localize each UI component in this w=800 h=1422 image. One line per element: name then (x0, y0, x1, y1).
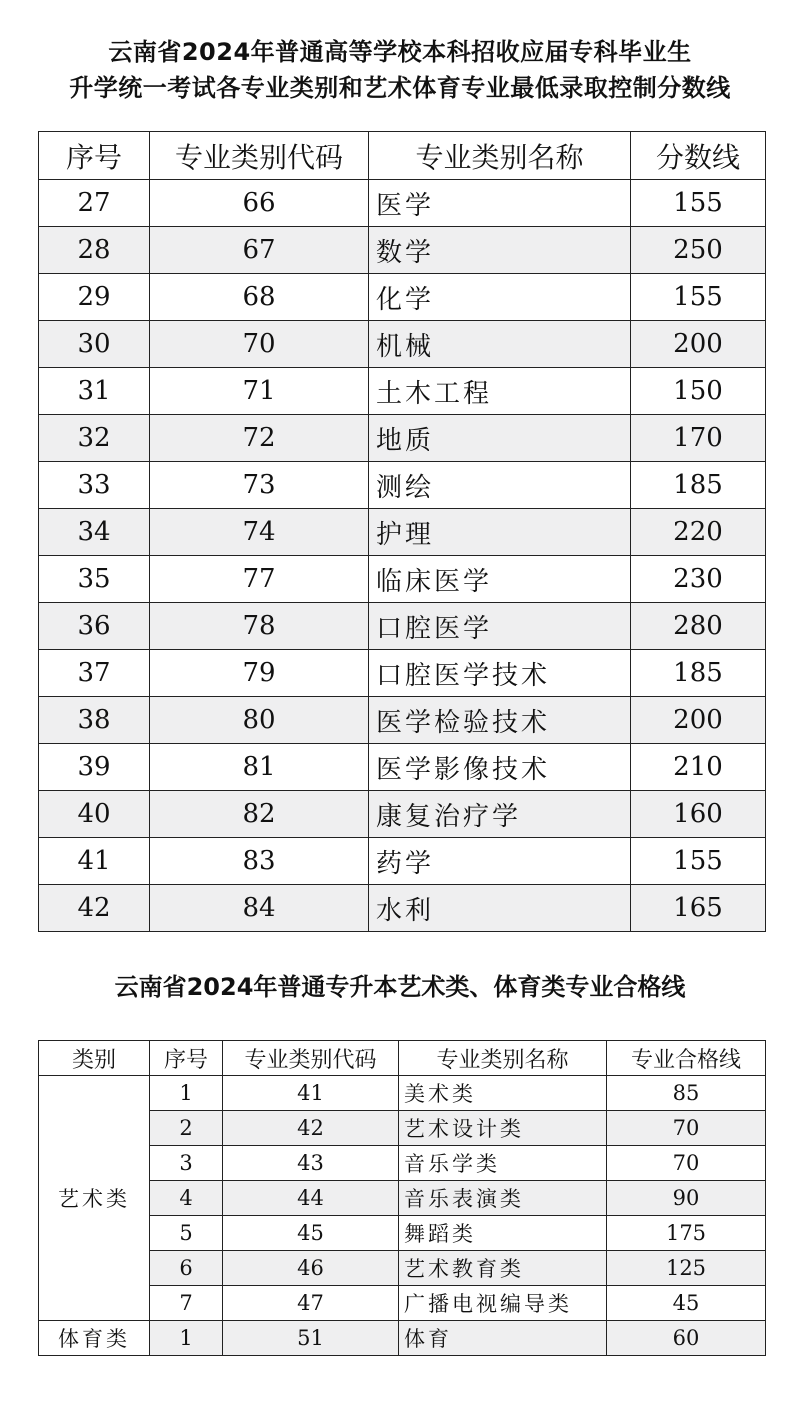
table-row (39, 697, 766, 744)
category-cell: 艺术类 (39, 1076, 150, 1321)
table-row (39, 180, 766, 227)
name-cell: 体育 (399, 1321, 607, 1356)
serial-cell: 31 (39, 368, 150, 415)
header-score: 分数线 (631, 132, 766, 180)
table-row (39, 368, 766, 415)
name-cell: 舞蹈类 (399, 1216, 607, 1251)
name-cell: 口腔医学 (369, 603, 631, 650)
name-cell: 化学 (369, 274, 631, 321)
serial-cell: 29 (39, 274, 150, 321)
name-cell: 医学检验技术 (369, 697, 631, 744)
code-cell: 66 (150, 180, 369, 227)
category-cell: 体育类 (39, 1321, 150, 1356)
serial-cell: 27 (39, 180, 150, 227)
pass-line-cell: 175 (607, 1216, 766, 1251)
name-cell: 地质 (369, 415, 631, 462)
arts-table-header (39, 1041, 766, 1076)
code-cell: 80 (150, 697, 369, 744)
header-code: 专业类别代码 (150, 132, 369, 180)
pass-line-cell: 85 (607, 1076, 766, 1111)
name-cell: 护理 (369, 509, 631, 556)
name-cell: 音乐表演类 (399, 1181, 607, 1216)
name-cell: 机械 (369, 321, 631, 368)
name-cell: 数学 (369, 227, 631, 274)
score-cell: 155 (631, 838, 766, 885)
pass-line-cell: 45 (607, 1286, 766, 1321)
pass-line-cell: 70 (607, 1111, 766, 1146)
serial-cell: 35 (39, 556, 150, 603)
score-cell: 155 (631, 274, 766, 321)
name-cell: 水利 (369, 885, 631, 932)
serial-cell: 33 (39, 462, 150, 509)
score-table-body (39, 180, 766, 932)
score-cell: 185 (631, 462, 766, 509)
arts-table-body (39, 1076, 766, 1356)
score-cell: 185 (631, 650, 766, 697)
serial-cell: 3 (150, 1146, 223, 1181)
table-row (39, 838, 766, 885)
title-line-1: 云南省2024年普通高等学校本科招收应届专科毕业生 (108, 38, 692, 66)
table-row (39, 227, 766, 274)
code-cell: 82 (150, 791, 369, 838)
table-row (39, 509, 766, 556)
score-cell: 165 (631, 885, 766, 932)
code-cell: 83 (150, 838, 369, 885)
score-cell: 210 (631, 744, 766, 791)
table-row (39, 1321, 766, 1356)
serial-cell: 42 (39, 885, 150, 932)
serial-cell: 7 (150, 1286, 223, 1321)
code-cell: 42 (223, 1111, 399, 1146)
serial-cell: 34 (39, 509, 150, 556)
pass-line-cell: 125 (607, 1251, 766, 1286)
name-cell: 医学 (369, 180, 631, 227)
score-cell: 160 (631, 791, 766, 838)
serial-cell: 32 (39, 415, 150, 462)
code-cell: 70 (150, 321, 369, 368)
table-row (39, 650, 766, 697)
name-cell: 音乐学类 (399, 1146, 607, 1181)
section-title: 云南省2024年普通专升本艺术类、体育类专业合格线 (114, 973, 686, 1001)
score-cell: 155 (631, 180, 766, 227)
name-cell: 药学 (369, 838, 631, 885)
serial-cell: 5 (150, 1216, 223, 1251)
pass-line-cell: 60 (607, 1321, 766, 1356)
header-serial: 序号 (150, 1041, 223, 1076)
code-cell: 41 (223, 1076, 399, 1111)
score-cell: 200 (631, 697, 766, 744)
code-cell: 84 (150, 885, 369, 932)
serial-cell: 6 (150, 1251, 223, 1286)
serial-cell: 30 (39, 321, 150, 368)
serial-cell: 41 (39, 838, 150, 885)
code-cell: 72 (150, 415, 369, 462)
code-cell: 79 (150, 650, 369, 697)
code-cell: 81 (150, 744, 369, 791)
table-row (39, 556, 766, 603)
name-cell: 艺术设计类 (399, 1111, 607, 1146)
table-row (39, 885, 766, 932)
name-cell: 测绘 (369, 462, 631, 509)
code-cell: 71 (150, 368, 369, 415)
code-cell: 45 (223, 1216, 399, 1251)
code-cell: 51 (223, 1321, 399, 1356)
name-cell: 医学影像技术 (369, 744, 631, 791)
header-name: 专业类别名称 (369, 132, 631, 180)
name-cell: 临床医学 (369, 556, 631, 603)
code-cell: 77 (150, 556, 369, 603)
score-cell: 230 (631, 556, 766, 603)
arts-sports-table (38, 1040, 766, 1356)
pass-line-cell: 90 (607, 1181, 766, 1216)
code-cell: 68 (150, 274, 369, 321)
serial-cell: 1 (150, 1076, 223, 1111)
table-row (39, 321, 766, 368)
serial-cell: 39 (39, 744, 150, 791)
score-cell: 220 (631, 509, 766, 556)
code-cell: 74 (150, 509, 369, 556)
code-cell: 67 (150, 227, 369, 274)
serial-cell: 28 (39, 227, 150, 274)
serial-cell: 2 (150, 1111, 223, 1146)
serial-cell: 37 (39, 650, 150, 697)
score-cell: 200 (631, 321, 766, 368)
score-cell: 150 (631, 368, 766, 415)
table-row (39, 791, 766, 838)
pass-line-cell: 70 (607, 1146, 766, 1181)
score-cell: 280 (631, 603, 766, 650)
score-table (38, 131, 766, 932)
score-cell: 170 (631, 415, 766, 462)
score-table-header (39, 132, 766, 180)
name-cell: 口腔医学技术 (369, 650, 631, 697)
document-title (0, 34, 800, 106)
header-code: 专业类别代码 (223, 1041, 399, 1076)
serial-cell: 1 (150, 1321, 223, 1356)
title-line-2: 升学统一考试各专业类别和艺术体育专业最低录取控制分数线 (69, 74, 731, 102)
code-cell: 46 (223, 1251, 399, 1286)
code-cell: 78 (150, 603, 369, 650)
header-category: 类别 (39, 1041, 150, 1076)
table-row (39, 415, 766, 462)
serial-cell: 38 (39, 697, 150, 744)
header-name: 专业类别名称 (399, 1041, 607, 1076)
table-row (39, 274, 766, 321)
name-cell: 艺术教育类 (399, 1251, 607, 1286)
code-cell: 73 (150, 462, 369, 509)
serial-cell: 4 (150, 1181, 223, 1216)
name-cell: 广播电视编导类 (399, 1286, 607, 1321)
name-cell: 康复治疗学 (369, 791, 631, 838)
serial-cell: 36 (39, 603, 150, 650)
name-cell: 土木工程 (369, 368, 631, 415)
name-cell: 美术类 (399, 1076, 607, 1111)
table-row (39, 462, 766, 509)
serial-cell: 40 (39, 791, 150, 838)
table-row (39, 603, 766, 650)
code-cell: 47 (223, 1286, 399, 1321)
score-cell: 250 (631, 227, 766, 274)
header-serial: 序号 (39, 132, 150, 180)
code-cell: 43 (223, 1146, 399, 1181)
table-row (39, 1076, 766, 1111)
code-cell: 44 (223, 1181, 399, 1216)
table-row (39, 744, 766, 791)
header-pass-line: 专业合格线 (607, 1041, 766, 1076)
